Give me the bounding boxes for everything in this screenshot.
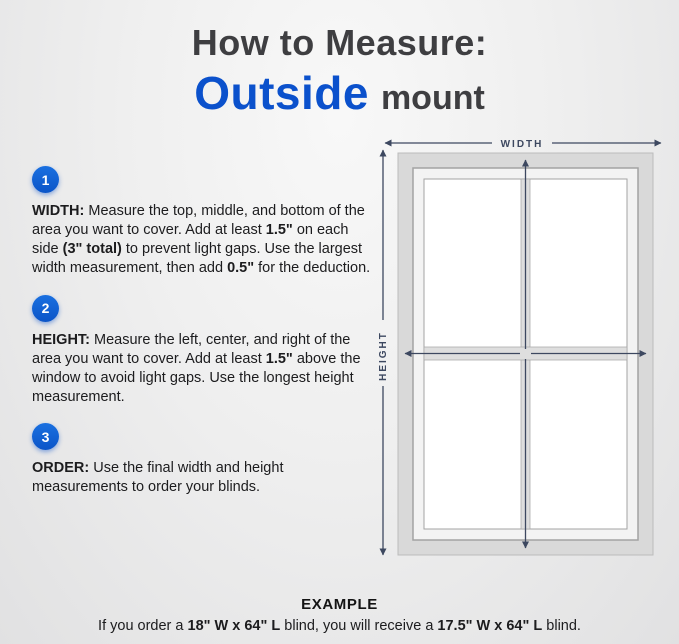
example-text: If you order a 18" W x 64" L blind, you will receive a 17.5" W x 64" L blind. bbox=[98, 618, 581, 634]
step-width-text: WIDTH: Measure the top, middle, and bottom of the area you want to cover. Add at least 1.5" on each side (3" total) to prevent light gaps. Use the largest width measurement, then add 0.5" for the deduction. bbox=[32, 203, 371, 277]
step-number-badge: 3 bbox=[32, 423, 59, 450]
step-order bbox=[32, 423, 374, 497]
title-suffix-mount: mount bbox=[380, 79, 485, 117]
title-line2 bbox=[0, 66, 679, 120]
step-number-badge: 1 bbox=[32, 166, 59, 193]
instruction-steps bbox=[32, 166, 374, 513]
page-title bbox=[0, 22, 679, 120]
width-arrow-label: WIDTH bbox=[500, 139, 544, 150]
example-section bbox=[0, 596, 679, 634]
title-accent-outside: Outside bbox=[194, 67, 369, 119]
window-diagram-svg bbox=[376, 128, 670, 578]
window-measure-diagram bbox=[376, 128, 670, 578]
step-number-badge: 2 bbox=[32, 295, 59, 322]
step-height-text: HEIGHT: Measure the left, center, and right of the area you want to cover. Add at least 1.5" above the window to avoid light gaps. Use the longest height measurement. bbox=[32, 331, 361, 405]
step-order-text: ORDER: Use the final width and height measurements to order your blinds. bbox=[32, 460, 284, 496]
title-line1: How to Measure: bbox=[191, 22, 488, 63]
example-title: EXAMPLE bbox=[301, 596, 378, 613]
height-arrow-label: HEIGHT bbox=[378, 331, 389, 381]
step-height bbox=[32, 295, 374, 408]
step-width bbox=[32, 166, 374, 279]
